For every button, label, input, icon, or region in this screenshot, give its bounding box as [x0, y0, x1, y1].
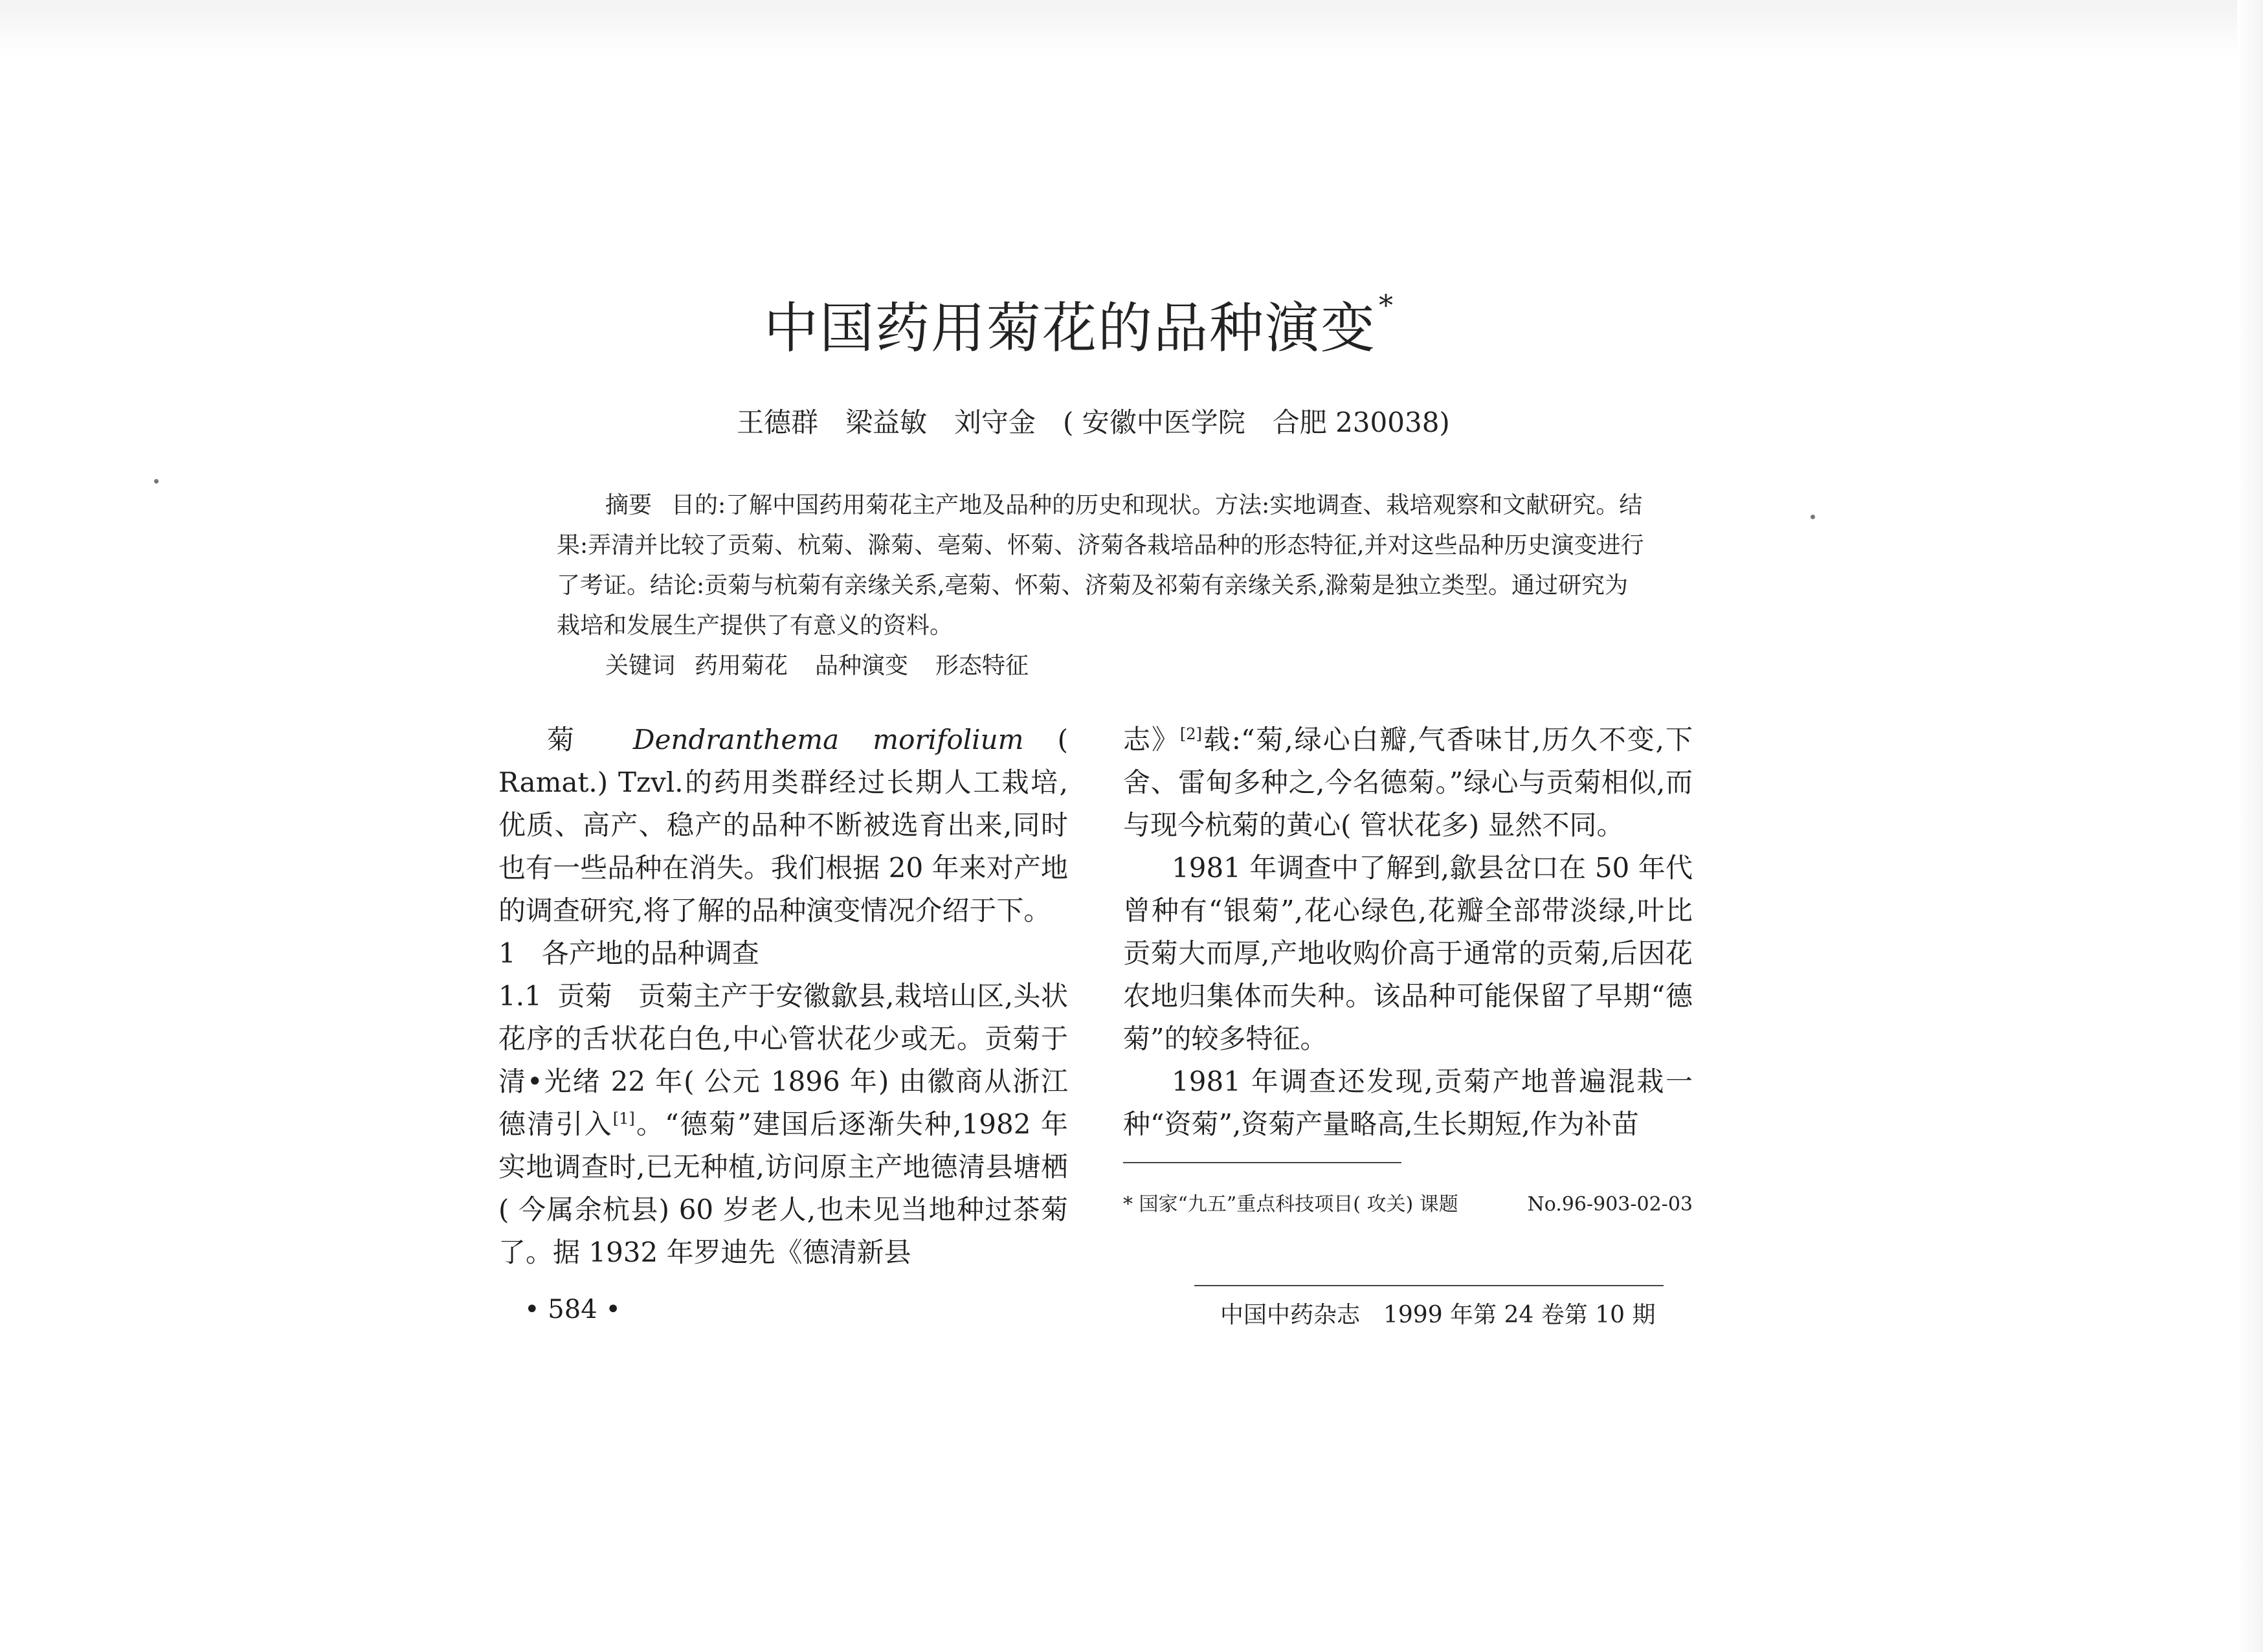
section-number: 1	[498, 937, 516, 969]
paragraph	[1123, 719, 1693, 847]
keyword: 品种演变	[815, 653, 909, 679]
paragraph: 1981 年调查还发现,贡菊产地普遍混栽一种“资菊”,资菊产量略高,生长期短,作为补苗	[1123, 1066, 1693, 1140]
abstract-text: 目的:了解中国药用菊花主产地及品种的历史和现状。方法:实地调查、栽培观察和文献研究。结果:弄清并比较了贡菊、杭菊、滁菊、亳菊、怀菊、济菊各栽培品种的形态特征,并对这些品种历史演变进行了考证。结论:贡菊与杭菊有亲缘关系,亳菊、怀菊、济菊及祁菊有亲缘关系,滁菊是独立类型。通过研究为栽培和发展生产提供了有意义的资料。	[557, 492, 1644, 639]
intro-prefix: 菊	[547, 724, 599, 755]
paragraph-text: 载:“菊,绿心白瓣,气香味甘,历久不变,下舍、雷甸多种之,今名德菊。”绿心与贡菊相似,而与现今杭菊的黄心( 管状花多) 显然不同。	[1123, 724, 1693, 841]
journal-rule	[1194, 1285, 1664, 1286]
subsection-title: 贡菊	[557, 980, 613, 1012]
scan-right-shadow	[2237, 0, 2263, 1652]
latin-name: Dendranthema morifolium	[632, 724, 1024, 755]
title-text: 中国药用菊花的品种演变	[764, 296, 1377, 360]
citation-ref: [2]	[1179, 725, 1202, 743]
section-heading	[498, 932, 1068, 975]
intro-paragraph	[498, 719, 1068, 932]
subsection-paragraph	[498, 975, 1068, 1274]
journal-citation: 中国中药杂志 1999 年第 24 卷第 10 期	[1220, 1302, 1656, 1328]
footnote-rule	[1123, 1162, 1401, 1163]
intro-text: ( Ramat.) Tzvl.的药用类群经过长期人工栽培,优质、高产、稳产的品种不断被选育出来,同时也有一些品种在消失。我们根据 20 年来对产地的调查研究,将了解的品种演变情况介绍于下。	[498, 724, 1068, 926]
author-line: 王德群 梁益敏 刘守金 ( 安徽中医学院 合肥 230038)	[737, 407, 1450, 438]
body-column-right	[1123, 719, 1693, 1146]
scan-speck	[1811, 515, 1815, 519]
page-number: • 584 •	[524, 1295, 621, 1324]
paper-title	[764, 285, 1476, 363]
paragraph-text: 。“德菊”建国后逐渐失种,1982 年实地调查时,已无种植,访问原主产地德清县塘栖( 今属余杭县) 60 岁老人,也未见当地种过茶菊了。据 1932 年罗迪先《德清新县	[498, 1108, 1068, 1268]
abstract-label: 摘要	[605, 492, 652, 519]
title-footnote-mark: *	[1379, 289, 1395, 322]
footnote-project-number: No.96-903-02-03	[1527, 1193, 1693, 1216]
scan-edge-shadow	[0, 0, 2263, 58]
subsection-number: 1.1	[498, 980, 542, 1012]
footnote-text: * 国家“九五”重点科技项目( 攻关) 课题	[1123, 1193, 1458, 1216]
footnote	[1123, 1185, 1693, 1225]
paragraph-text: 志》	[1123, 724, 1180, 755]
keyword: 药用菊花	[695, 653, 788, 679]
keywords-label: 关键词	[605, 653, 676, 679]
body-column-left	[498, 719, 1068, 1274]
abstract-block	[557, 486, 1644, 686]
keywords-line	[557, 646, 1644, 686]
paragraph: 1981 年调查中了解到,歙县岔口在 50 年代曾种有“银菊”,花心绿色,花瓣全部带淡绿,叶比贡菊大而厚,产地收购价高于通常的贡菊,后因花农地归集体而失种。该品种可能保留了早期“德菊”的较多特征。	[1123, 852, 1693, 1055]
paragraph-text: 贡菊主产于安徽歙县,栽培山区,头状花序的舌状花白色,中心管状花少或无。贡菊于清•光绪 22 年( 公元 1896 年) 由徽商从浙江德清引入	[498, 980, 1068, 1140]
abstract-paragraph	[557, 486, 1644, 646]
section-title: 各产地的品种调查	[541, 937, 759, 969]
scan-speck	[154, 479, 159, 484]
keyword: 形态特征	[935, 653, 1029, 679]
citation-ref: [1]	[612, 1110, 635, 1128]
